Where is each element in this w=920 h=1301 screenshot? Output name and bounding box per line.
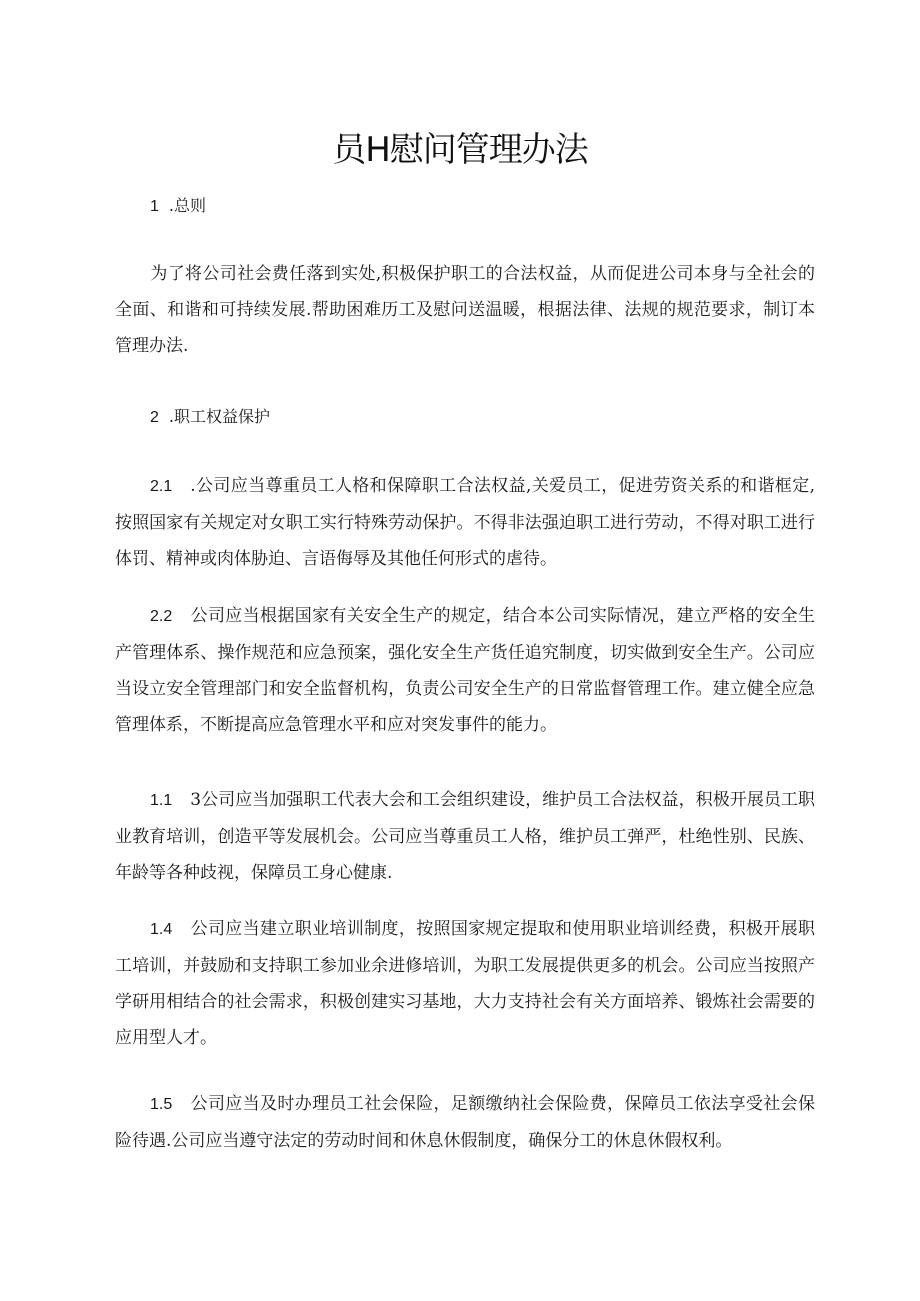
paragraph-intro xyxy=(115,256,815,364)
clause-number: 2.1 xyxy=(150,478,173,495)
section-number: 2 xyxy=(150,409,159,426)
paragraph-1-1 xyxy=(115,782,815,891)
paragraph-1-5 xyxy=(115,1086,815,1159)
paragraph-2-2 xyxy=(115,598,815,743)
document-title: 员H慰问管理办法 xyxy=(332,130,588,170)
clause-number: 1.4 xyxy=(150,921,173,938)
paragraph-text: 3公司应当加强职工代表大会和工会组织建设，维护员工合法权益，积极开展员工职业教育培训，创造平等发展机会。公司应当尊重员工人格，维护员工弹严，杜绝性别、民族、年龄等各种歧视，保障员工身心健康. xyxy=(115,790,815,883)
paragraph-text: 公司应当根据国家有关安全生产的规定，结合本公司实际情况，建立严格的安全生产管理体系、操作规范和应急预案，强化安全生产货任追究制度，切实做到安全生产。公司应当设立安全管理部门和安全监督机构，负责公司安全生产的日常监督管理工作。建立健全应急管理体系，不断提高应急管理水平和应对突发事件的能力。 xyxy=(115,606,815,735)
paragraph-text: 为了将公司社会费任落到实处,积极保护职工的合法权益，从而促进公司本身与全社会的全面、和谐和可持续发展.帮助困难历工及慰问送温暖，根据法律、法规的规范要求，制订本管理办法. xyxy=(115,264,815,356)
paragraph-1-4 xyxy=(115,911,815,1056)
paragraph-text: .公司应当尊重员工人格和保障职工合法权益,关爱员工，促进劳资关系的和谐框定,按照国家有关规定对女职工实行特殊劳动保护。不得非法强迫职工进行劳动，不得对职工进行体罚、精神或肉体胁迫、言语侮辱及其他任何形式的虐待。 xyxy=(115,476,815,569)
paragraph-2-1 xyxy=(115,468,815,577)
paragraph-text: 公司应当及时办理员工社会保险，足额缴纳社会保险费，保障员工依法享受社会保险待遇.公司应当遵守法定的劳动时间和休息休假制度，确保分工的休息休假权利。 xyxy=(115,1094,815,1151)
section-title: .职工权益保护 xyxy=(168,407,270,426)
section-title: .总则 xyxy=(168,196,206,215)
section-heading-2 xyxy=(150,404,270,427)
paragraph-text: 公司应当建立职业培训制度，按照国家规定提取和使用职业培训经费，积极开展职工培训，并鼓励和支持职工参加业余进修培训，为职工发展提供更多的机会。公司应当按照产学研用相结合的社会需求，积极创建实习基地，大力支持社会有关方面培养、锻炼社会需要的应用型人才。 xyxy=(115,919,815,1048)
section-number: 1 xyxy=(150,198,159,215)
section-heading-1 xyxy=(150,193,206,216)
clause-number: 2.2 xyxy=(150,608,173,625)
clause-number: 1.1 xyxy=(150,792,173,809)
clause-number: 1.5 xyxy=(150,1096,173,1113)
